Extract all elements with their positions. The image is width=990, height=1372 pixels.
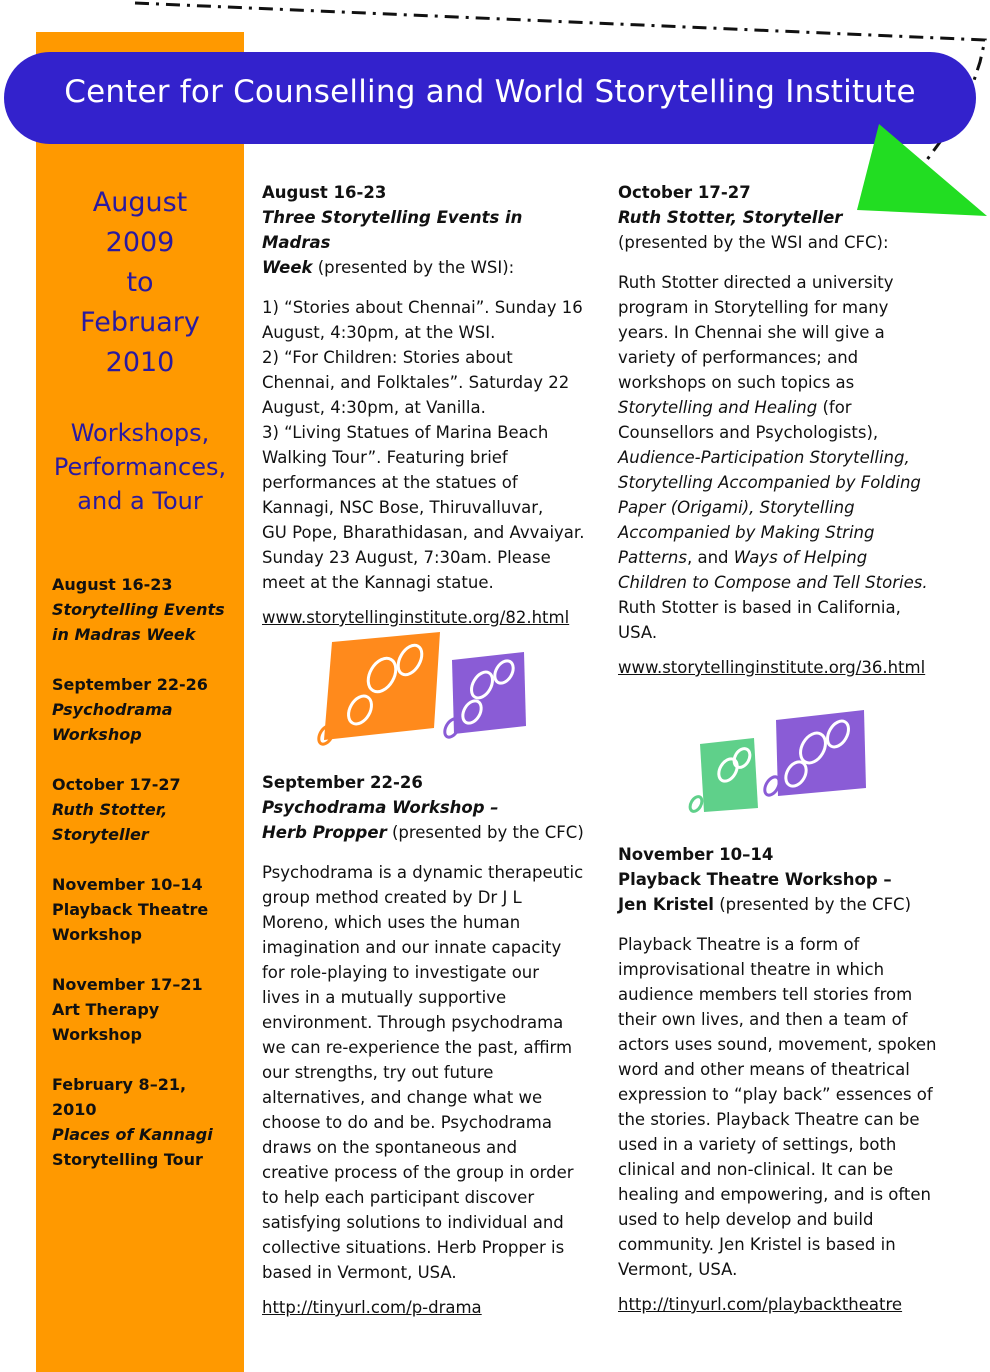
body-line: collective situations. Herb Propper is <box>262 1238 565 1257</box>
body-line: variety of performances; and <box>618 348 859 367</box>
italic-text: Paper (Origami), Storytelling <box>618 498 855 517</box>
body-line: performances at the statues of <box>262 473 518 492</box>
body-line: environment. Through psychodrama <box>262 1013 564 1032</box>
body-line: healing and empowering, and is often <box>618 1185 931 1204</box>
plain-text: , and <box>687 548 734 567</box>
body-line: for role-playing to investigate our <box>262 963 540 982</box>
event-body <box>262 295 592 595</box>
event-september <box>262 770 592 1320</box>
body-line: Walking Tour”. Featuring brief <box>262 448 508 467</box>
sidebar-event-list <box>52 572 242 1197</box>
italic-text: Ways of Helping <box>733 548 868 567</box>
date-line: to <box>126 267 154 298</box>
body-line: Chennai, and Folktales”. Saturday 22 <box>262 373 570 392</box>
body-line: August, 4:30pm, at Vanilla. <box>262 398 486 417</box>
event-title: Week <box>262 258 313 277</box>
subtitle-line: Performances, <box>53 453 227 481</box>
sidebar-subtitle <box>36 416 244 518</box>
sidebar-item-date: 2010 <box>52 1100 97 1119</box>
body-line: program in Storytelling for many <box>618 298 889 317</box>
banner-title: Center for Counselling and World Storytelling Institute <box>64 74 916 110</box>
event-title: Three Storytelling Events in Madras <box>262 208 523 252</box>
event-title: Herb Propper <box>262 823 387 842</box>
body-line: GU Pope, Bharathidasan, and Avvaiyar. <box>262 523 585 542</box>
sidebar-item-title: Storyteller <box>52 825 149 844</box>
body-line: Sunday 23 August, 7:30am. Please <box>262 548 551 567</box>
event-title: Jen Kristel <box>618 895 714 914</box>
body-line: our strengths, try out future <box>262 1063 494 1082</box>
sidebar-item-title: Places of Kannagi <box>52 1125 213 1144</box>
sidebar-item-title: Storytelling Tour <box>52 1150 203 1169</box>
body-line: Ruth Stotter directed a university <box>618 273 894 292</box>
body-line: based in Vermont, USA. <box>262 1263 457 1282</box>
sidebar-item-date: October 17-27 <box>52 775 181 794</box>
body-line <box>618 395 958 420</box>
italic-text: Patterns <box>618 548 687 567</box>
body-line: 2) “For Children: Stories about <box>262 348 513 367</box>
sidebar-item <box>52 972 242 1047</box>
body-line <box>618 495 958 520</box>
sidebar-date-range <box>36 183 244 383</box>
event-october <box>618 180 958 680</box>
event-body <box>618 270 958 645</box>
sidebar-item-title: Ruth Stotter, <box>52 800 168 819</box>
date-line: 2010 <box>105 347 175 378</box>
event-body <box>618 932 958 1282</box>
event-link[interactable]: http://tinyurl.com/playbacktheatre <box>618 1295 903 1314</box>
event-presenter: (presented by the CFC) <box>386 823 584 842</box>
sidebar-item-date: September 22-26 <box>52 675 208 694</box>
body-line: group method created by Dr J L <box>262 888 522 907</box>
date-line: August <box>92 187 188 218</box>
body-line: August, 4:30pm, at the WSI. <box>262 323 496 342</box>
body-line: Ruth Stotter is based in California, <box>618 598 901 617</box>
body-line: alternatives, and change what we <box>262 1088 543 1107</box>
date-line: 2009 <box>105 227 175 258</box>
body-line: actors uses sound, movement, spoken <box>618 1035 937 1054</box>
body-line: Psychodrama is a dynamic therapeutic <box>262 863 584 882</box>
body-line: we can re-experience the past, affirm <box>262 1038 573 1057</box>
sidebar-item <box>52 572 242 647</box>
sidebar-item-title: Art Therapy <box>52 1000 160 1019</box>
body-line: Playback Theatre is a form of <box>618 935 860 954</box>
body-line: community. Jen Kristel is based in <box>618 1235 896 1254</box>
italic-text: Storytelling and Healing <box>618 398 818 417</box>
subtitle-line: Workshops, <box>70 419 210 447</box>
body-line: draws on the spontaneous and <box>262 1138 518 1157</box>
title-banner <box>4 52 976 144</box>
body-line: satisfying solutions to individual and <box>262 1213 564 1232</box>
body-line: the stories. Playback Theatre can be <box>618 1110 920 1129</box>
event-date: October 17-27 <box>618 183 751 202</box>
body-line: clinical and non-clinical. It can be <box>618 1160 894 1179</box>
sidebar-item-title: Workshop <box>52 725 142 744</box>
body-line: Moreno, which uses the human <box>262 913 521 932</box>
event-link[interactable]: www.storytellinginstitute.org/82.html <box>262 608 570 627</box>
sidebar-item-title: Playback Theatre <box>52 900 209 919</box>
italic-text: Accompanied by Making String <box>618 523 875 542</box>
body-line <box>618 545 958 570</box>
plain-text: (for <box>817 398 852 417</box>
sidebar-item-date: August 16-23 <box>52 575 173 594</box>
body-line: choose to do and be. Psychodrama <box>262 1113 552 1132</box>
sidebar-item-title: Workshop <box>52 925 142 944</box>
sidebar-item-title: Psychodrama <box>52 700 173 719</box>
body-line: workshops on such topics as <box>618 373 855 392</box>
body-line: 1) “Stories about Chennai”. Sunday 16 <box>262 298 583 317</box>
body-line: Kannagi, NSC Bose, Thiruvalluvar, <box>262 498 544 517</box>
event-presenter: (presented by the WSI): <box>312 258 515 277</box>
footprints-illustration <box>312 630 542 750</box>
body-line: lives in a mutually supportive <box>262 988 507 1007</box>
event-title: Psychodrama Workshop – <box>262 798 499 817</box>
italic-text: Audience-Participation Storytelling, <box>618 448 910 467</box>
body-line: USA. <box>618 623 658 642</box>
body-line: Vermont, USA. <box>618 1260 738 1279</box>
event-august <box>262 180 592 630</box>
sidebar-item <box>52 772 242 847</box>
sidebar-item-title: in Madras Week <box>52 625 196 644</box>
event-link[interactable]: http://tinyurl.com/p-drama <box>262 1298 482 1317</box>
subtitle-line: and a Tour <box>77 487 203 515</box>
body-line: meet at the Kannagi statue. <box>262 573 494 592</box>
body-line: creative process of the group in order <box>262 1163 574 1182</box>
sidebar-item <box>52 1072 242 1172</box>
sidebar-item <box>52 672 242 747</box>
body-line: 3) “Living Statues of Marina Beach <box>262 423 549 442</box>
event-link[interactable]: www.storytellinginstitute.org/36.html <box>618 658 926 677</box>
event-date: August 16-23 <box>262 183 387 202</box>
body-line <box>618 570 958 595</box>
body-line: word and other means of theatrical <box>618 1060 910 1079</box>
body-line: to help each participant discover <box>262 1188 535 1207</box>
event-date: September 22-26 <box>262 773 423 792</box>
date-line: February <box>80 307 200 338</box>
body-line: years. In Chennai she will give a <box>618 323 885 342</box>
sidebar-item-title: Storytelling Events <box>52 600 225 619</box>
event-presenter: (presented by the CFC) <box>713 895 912 914</box>
body-line <box>618 520 958 545</box>
sidebar-item-date: November 10–14 <box>52 875 203 894</box>
body-line: imagination and our innate capacity <box>262 938 562 957</box>
event-body <box>262 860 592 1285</box>
footprints-illustration <box>688 708 868 813</box>
body-line <box>618 470 958 495</box>
body-line: used to help develop and build <box>618 1210 874 1229</box>
event-november <box>618 842 958 1317</box>
body-line: expression to “play back” essences of <box>618 1085 933 1104</box>
sidebar-item-date: November 17–21 <box>52 975 203 994</box>
body-line: used in a variety of settings, both <box>618 1135 897 1154</box>
event-title: Playback Theatre Workshop – <box>618 870 892 889</box>
sidebar-item <box>52 872 242 947</box>
body-line: improvisational theatre in which <box>618 960 885 979</box>
sidebar-item-title: Workshop <box>52 1025 142 1044</box>
italic-text: Children to Compose and Tell Stories. <box>618 573 928 592</box>
sidebar-item-date: February 8–21, <box>52 1075 187 1094</box>
body-line: their own lives, and then a team of <box>618 1010 908 1029</box>
body-line: Counsellors and Psychologists), <box>618 423 879 442</box>
event-title: Ruth Stotter, Storyteller <box>618 208 843 227</box>
body-line <box>618 445 958 470</box>
body-line: audience members tell stories from <box>618 985 913 1004</box>
event-presenter: (presented by the WSI and CFC): <box>618 233 889 252</box>
italic-text: Storytelling Accompanied by Folding <box>618 473 921 492</box>
event-date: November 10–14 <box>618 845 774 864</box>
